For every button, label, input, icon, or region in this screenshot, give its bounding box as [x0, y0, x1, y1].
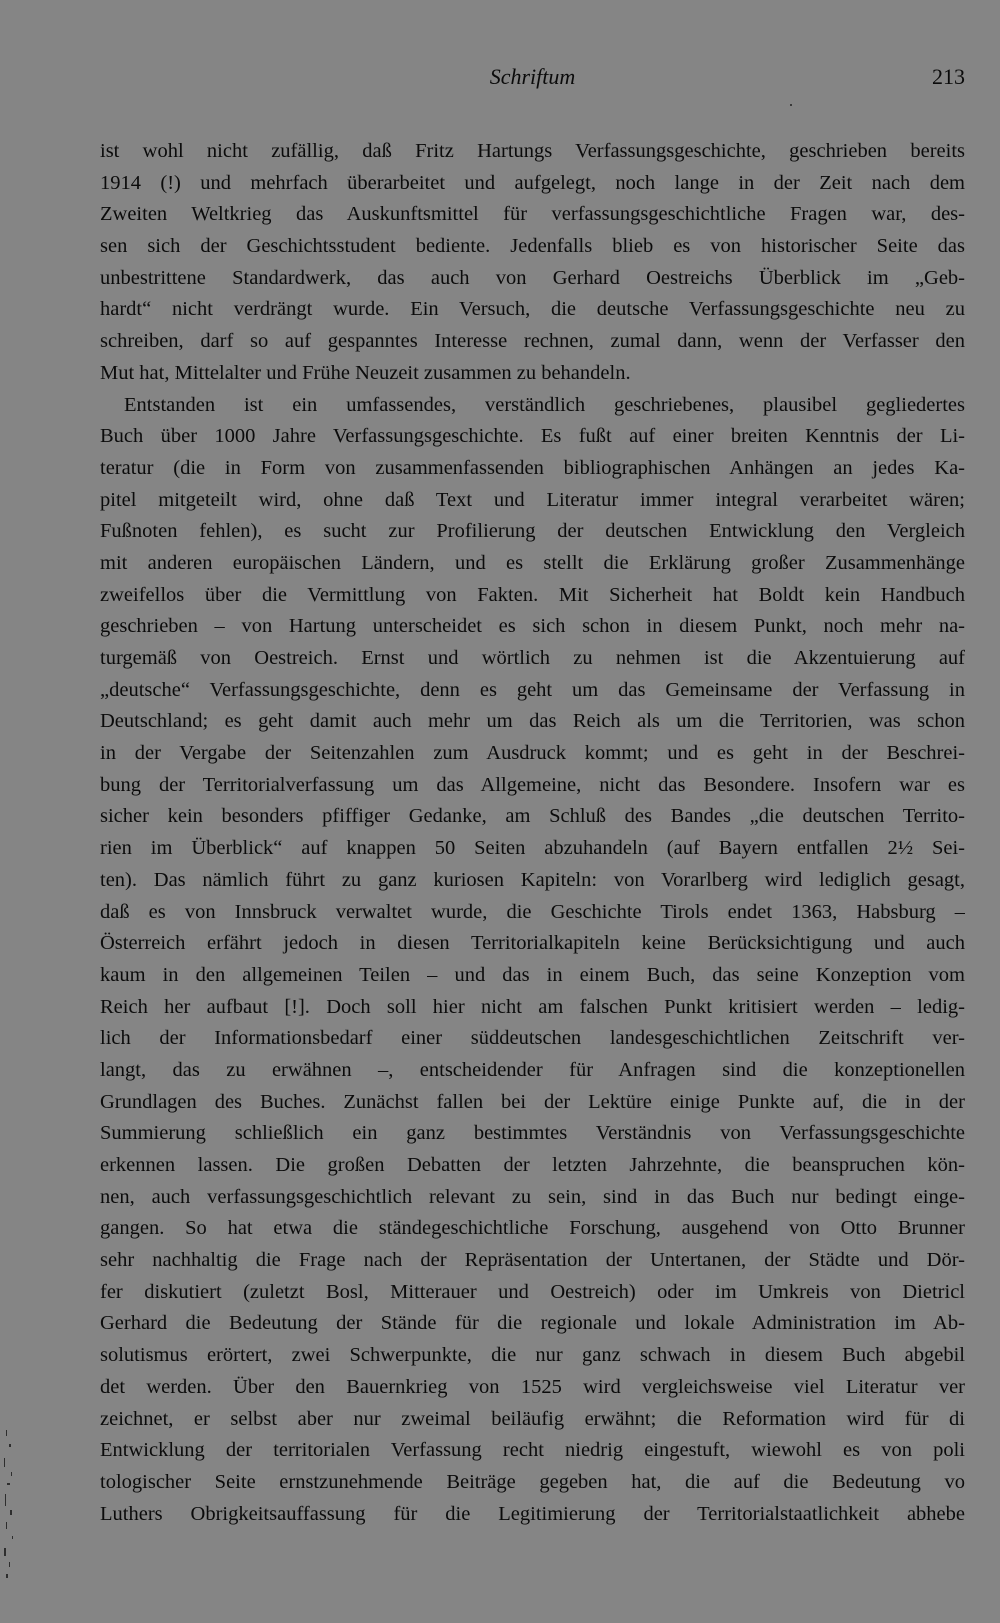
text-line: sehr nachhaltig die Frage nach der Repräsentation der Untertanen, der Städte und Dör-: [100, 1249, 965, 1272]
text-line: Buch über 1000 Jahre Verfassungsgeschichte. Es fußt auf einer breiten Kenntnis der Li-: [100, 425, 965, 448]
text-line: Luthers Obrigkeitsauffassung für die Legitimierung der Territorialstaatlichkeit abhebe: [100, 1502, 965, 1525]
text-line: Österreich erfährt jedoch in diesen Territorialkapiteln keine Berücksichtigung und auch: [100, 932, 965, 955]
running-title: Schriftum: [489, 64, 576, 89]
text-line: sicher kein besonders pfiffiger Gedanke, am Schluß des Bandes „die deutschen Territo-: [100, 805, 965, 828]
text-line: turgemäß von Oestreich. Ernst und wörtlich zu nehmen ist die Akzentuierung auf: [100, 647, 965, 669]
text-line: Zweiten Weltkrieg das Auskunftsmittel für verfassungsgeschichtliche Fragen war, des-: [100, 203, 965, 226]
text-line: solutismus erörtert, zwei Schwerpunkte, die nur ganz schwach in diesem Buch abgebil: [100, 1344, 965, 1367]
text-line: 1914 (!) und mehrfach überarbeitet und aufgelegt, noch lange in der Zeit nach dem: [100, 171, 965, 194]
page-number: 213: [932, 64, 965, 89]
text-line: bung der Territorialverfassung um das Allgemeine, nicht das Besondere. Insofern war es: [100, 773, 965, 796]
text-line: Grundlagen des Buches. Zunächst fallen bei der Lektüre einige Punkte auf, die in der: [100, 1090, 965, 1113]
text-line: Gerhard die Bedeutung der Stände für die regionale und lokale Administration im Ab-: [100, 1312, 965, 1335]
text-line: hardt“ nicht verdrängt wurde. Ein Versuch, die deutsche Verfassungsgeschichte neu zu: [100, 298, 965, 321]
text-line: Fußnoten fehlen), es sucht zur Profilierung der deutschen Entwicklung den Vergleich: [100, 520, 965, 543]
text-line: nen, auch verfassungsgeschichtlich relevant zu sein, sind in das Buch nur bedingt einge-: [100, 1185, 965, 1208]
text-line: Summierung schließlich ein ganz bestimmtes Verständnis von Verfassungsgeschichte: [100, 1122, 965, 1145]
paragraph-last-line: Mut hat, Mittelalter und Frühe Neuzeit zusammen zu behandeln.: [100, 361, 631, 384]
text-line: gangen. So hat etwa die ständegeschichtliche Forschung, ausgehend von Otto Brunner: [100, 1217, 965, 1240]
text-line: mit anderen europäischen Ländern, und es stellt die Erklärung großer Zusammenhänge: [100, 551, 965, 574]
text-line: rien im Überblick“ auf knappen 50 Seiten abzuhandeln (auf Bayern entfallen 2½ Sei-: [100, 837, 965, 860]
text-line: erkennen lassen. Die großen Debatten der letzten Jahrzehnte, die beanspruchen kön-: [100, 1154, 965, 1176]
text-line: geschrieben – von Hartung unterscheidet es sich schon in diesem Punkt, noch mehr na-: [100, 615, 965, 638]
text-line: zeichnet, er selbst aber nur zweimal beiläufig erwähnt; die Reformation wird für di: [100, 1407, 965, 1430]
text-line: in der Vergabe der Seitenzahlen zum Ausdruck kommt; und es geht in der Beschrei-: [100, 742, 965, 765]
body-text: [100, 136, 965, 1530]
text-line: tologischer Seite ernstzunehmende Beiträge gegeben hat, die auf die Bedeutung vo: [100, 1470, 965, 1493]
text-line: Entwicklung der territorialen Verfassung recht niedrig eingestuft, wiewohl es von poli: [100, 1439, 965, 1462]
scan-edge-noise: [0, 1420, 22, 1590]
text-line: Reich her aufbaut [!]. Doch soll hier nicht am falschen Punkt kritisiert werden – ledig-: [100, 995, 965, 1018]
running-head: [100, 64, 965, 96]
text-line: ten). Das nämlich führt zu ganz kuriosen Kapiteln: von Vorarlberg wird lediglich gesagt,: [100, 868, 965, 891]
text-line: kaum in den allgemeinen Teilen – und das in einem Buch, das seine Konzeption vom: [100, 963, 965, 986]
text-line: schreiben, darf so auf gespanntes Interesse rechnen, zumal dann, wenn der Verfasser den: [100, 330, 965, 353]
text-line: lich der Informationsbedarf einer süddeutschen landesgeschichtlichen Zeitschrift ver-: [100, 1027, 965, 1050]
text-line: det werden. Über den Bauernkrieg von 1525 wird vergleichsweise viel Literatur ver: [100, 1375, 965, 1398]
text-line: teratur (die in Form von zusammenfassenden bibliographischen Anhängen an jedes Ka-: [100, 456, 965, 479]
text-line: fer diskutiert (zuletzt Bosl, Mitterauer und Oestreich) oder im Umkreis von Dietricl: [100, 1280, 965, 1303]
print-speck: [790, 104, 792, 106]
text-line: unbestrittene Standardwerk, das auch von Gerhard Oestreichs Überblick im „Geb-: [100, 266, 965, 289]
text-line: „deutsche“ Verfassungsgeschichte, denn es geht um das Gemeinsame der Verfassung in: [100, 678, 965, 701]
paragraph-first-line: Entstanden ist ein umfassendes, verständlich geschriebenes, plausibel gegliedertes: [124, 393, 965, 416]
text-line: daß es von Innsbruck verwaltet wurde, die Geschichte Tirols endet 1363, Habsburg –: [100, 900, 965, 923]
text-line: pitel mitgeteilt wird, ohne daß Text und Literatur immer integral verarbeitet wären;: [100, 488, 965, 511]
text-line: langt, das zu erwähnen –, entscheidender für Anfragen sind die konzeptionellen: [100, 1058, 965, 1081]
text-line: zweifellos über die Vermittlung von Fakten. Mit Sicherheit hat Boldt kein Handbuch: [100, 583, 965, 606]
text-line: sen sich der Geschichtsstudent bediente. Jedenfalls blieb es von historischer Seite das: [100, 235, 965, 258]
text-line: Deutschland; es geht damit auch mehr um das Reich als um die Territorien, was schon: [100, 710, 965, 733]
text-line: ist wohl nicht zufällig, daß Fritz Hartungs Verfassungsgeschichte, geschrieben bereits: [100, 140, 965, 162]
